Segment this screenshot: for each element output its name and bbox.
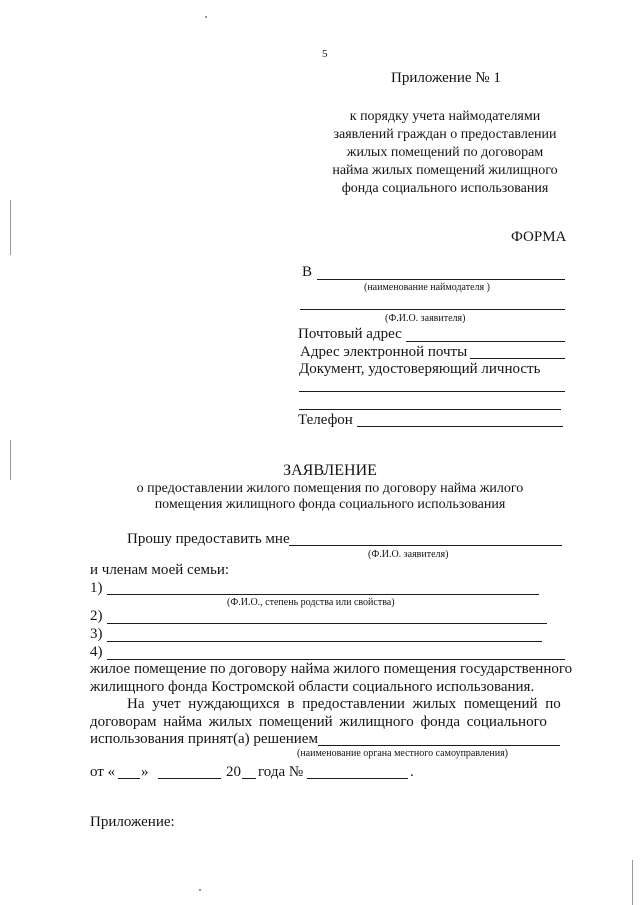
family-item-2-line[interactable] <box>107 623 547 624</box>
appendix-title: Приложение № 1 <box>391 70 501 86</box>
housing-text-1: жилое помещение по договору найма жилого помещения государственного <box>90 661 573 677</box>
scan-speck <box>205 16 207 18</box>
email-line[interactable] <box>470 358 565 359</box>
family-item-3-number: 3) <box>90 626 103 642</box>
form-label: ФОРМА <box>511 229 567 245</box>
postal-address-line[interactable] <box>406 341 565 342</box>
family-item-4-line[interactable] <box>107 659 565 660</box>
housing-text-2: жилищного фонда Костромской области социального использования. <box>90 679 535 695</box>
applicant-name-line[interactable] <box>300 309 565 310</box>
scan-edge-left-2 <box>10 440 11 480</box>
scan-edge-left <box>10 200 11 255</box>
request-text: Прошу предоставить мне <box>127 531 290 547</box>
decision-number-line[interactable] <box>307 778 408 779</box>
landlord-caption: (наименование наймодателя ) <box>364 282 490 293</box>
appendix-line-2: заявлений граждан о предоставлении <box>333 127 557 142</box>
date-year-line[interactable] <box>242 778 256 779</box>
family-item-4-number: 4) <box>90 644 103 660</box>
id-document-line-2[interactable] <box>299 409 561 410</box>
statement-subtitle-2: помещения жилищного фонда социального использования <box>154 497 506 512</box>
phone-line[interactable] <box>357 426 563 427</box>
scan-speck <box>199 889 201 891</box>
family-caption: (Ф.И.О., степень родства или свойства) <box>227 597 395 608</box>
authority-caption: (наименование органа местного самоуправления) <box>297 748 509 759</box>
family-intro: и членам моей семьи: <box>90 562 230 578</box>
request-name-line[interactable] <box>289 545 562 546</box>
date-period: . <box>410 764 414 780</box>
registration-text-3: использования принят(а) решением <box>90 731 318 747</box>
statement-title: ЗАЯВЛЕНИЕ <box>283 462 377 479</box>
page-number: 5 <box>322 48 328 60</box>
applicant-caption: (Ф.И.О. заявителя) <box>385 313 466 324</box>
appendix-line-4: найма жилых помещений жилищного <box>332 163 558 178</box>
family-item-3-line[interactable] <box>107 641 542 642</box>
id-document-label: Документ, удостоверяющий личность <box>299 361 541 377</box>
date-year-prefix: 20 <box>226 764 241 780</box>
family-item-2-number: 2) <box>90 608 103 624</box>
postal-address-label: Почтовый адрес <box>298 326 402 342</box>
attachment-label: Приложение: <box>90 814 175 830</box>
email-label: Адрес электронной почты <box>300 344 468 360</box>
date-quote-close: » <box>141 764 149 780</box>
date-from: от « <box>90 764 116 780</box>
family-item-1-number: 1) <box>90 580 103 596</box>
decision-number-label: года № <box>258 764 304 780</box>
registration-text-1: На учет нуждающихся в предоставлении жилых помещений по <box>127 696 561 712</box>
id-document-line-1[interactable] <box>299 391 565 392</box>
registration-text-2: договорам найма жилых помещений жилищного фонда социального <box>90 714 547 730</box>
phone-label: Телефон <box>298 412 353 428</box>
addressee-prefix: В <box>302 264 313 280</box>
appendix-line-3: жилых помещений по договорам <box>346 145 544 160</box>
appendix-line-5: фонда социального использования <box>341 181 549 196</box>
authority-line[interactable] <box>318 745 560 746</box>
family-item-1-line[interactable] <box>107 594 539 595</box>
appendix-line-1: к порядку учета наймодателями <box>349 109 541 124</box>
date-day-line[interactable] <box>118 778 140 779</box>
scan-edge-right <box>632 860 633 905</box>
statement-subtitle-1: о предоставлении жилого помещения по договору найма жилого <box>136 481 524 496</box>
date-month-line[interactable] <box>158 778 221 779</box>
landlord-name-line[interactable] <box>317 279 565 280</box>
request-caption: (Ф.И.О. заявителя) <box>368 549 449 560</box>
